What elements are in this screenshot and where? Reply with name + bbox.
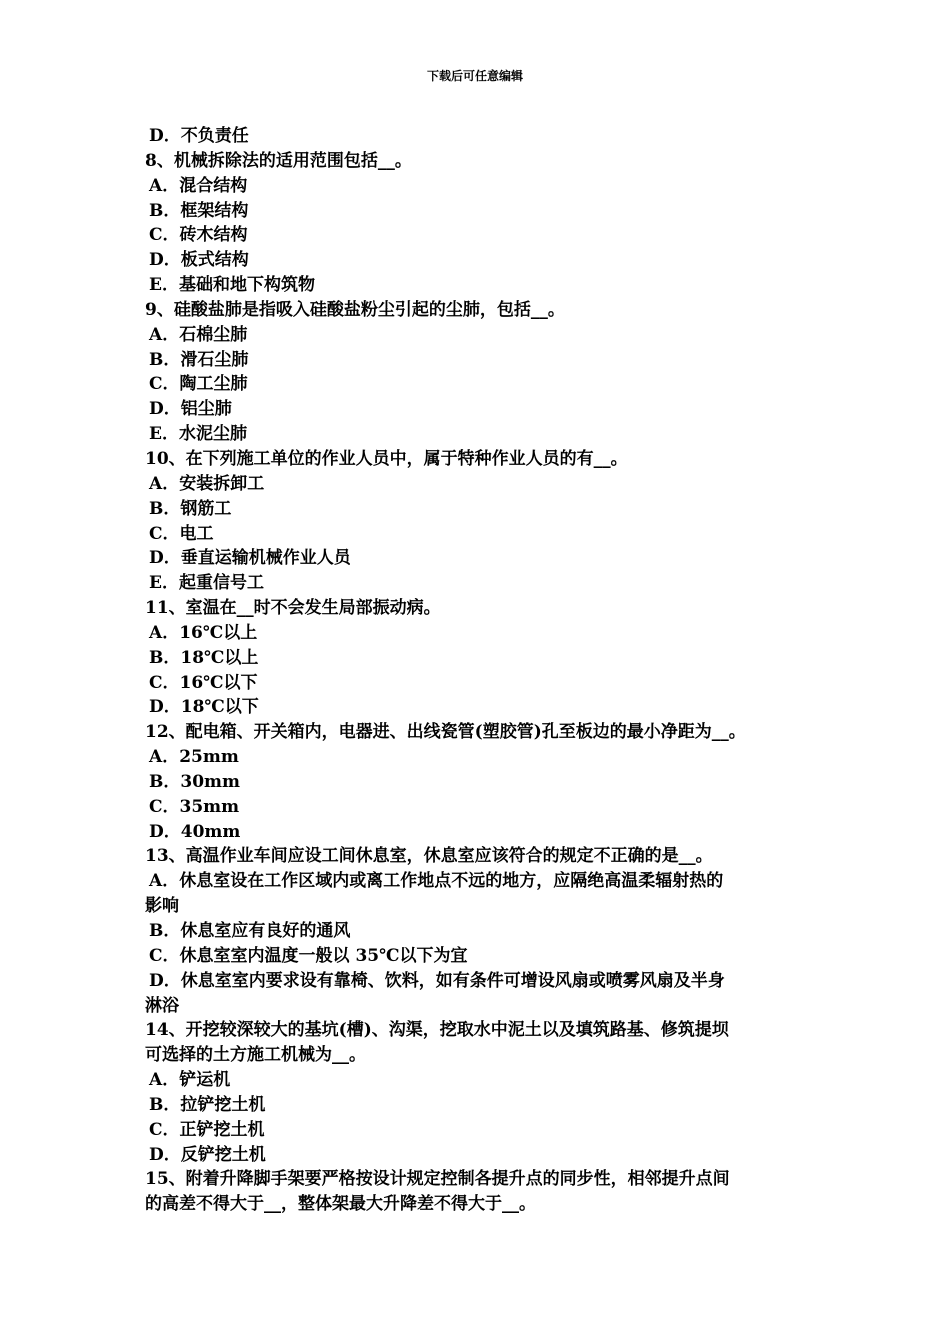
continuation-line: 影响 <box>145 896 179 917</box>
answer-option: A．25mm <box>149 747 239 768</box>
answer-option: E．起重信号工 <box>149 573 264 594</box>
answer-option: C．35mm <box>149 796 240 817</box>
answer-option: C．砖木结构 <box>149 225 248 246</box>
answer-option: A．休息室设在工作区域内或离工作地点不远的地方，应隔绝高温柔辐射热的 <box>149 871 724 892</box>
answer-option: E．基础和地下构筑物 <box>149 275 315 296</box>
answer-option: B．拉铲挖土机 <box>149 1094 266 1115</box>
answer-option: A．安装拆卸工 <box>149 473 265 494</box>
answer-option: D．40mm <box>149 821 241 842</box>
answer-option: D．18℃以下 <box>149 697 259 718</box>
answer-option: C．休息室室内温度一般以 35℃以下为宜 <box>149 945 468 966</box>
page-header: 下载后可任意编辑 <box>426 69 523 83</box>
answer-option: D．不负责任 <box>149 126 249 146</box>
question-text: 9、硅酸盐肺是指吸入硅酸盐粉尘引起的尘肺，包括__。 <box>145 299 565 320</box>
answer-option: C．陶工尘肺 <box>149 374 248 395</box>
answer-option: A．石棉尘肺 <box>149 324 248 345</box>
answer-option: A．16℃以上 <box>149 622 258 643</box>
answer-option: D．铝尘肺 <box>149 399 232 420</box>
answer-option: D．休息室室内要求设有靠椅、饮料，如有条件可增设风扇或喷雾风扇及半身 <box>149 970 725 991</box>
answer-option: C．正铲挖土机 <box>149 1119 265 1140</box>
question-text: 10、在下列施工单位的作业人员中，属于特种作业人员的有__。 <box>145 448 628 469</box>
answer-option: A．混合结构 <box>149 175 248 196</box>
question-text: 12、配电箱、开关箱内，电器进、出线瓷管(塑胶管)孔至板边的最小净距为__。 <box>145 722 746 743</box>
question-text: 13、高温作业车间应设工间休息室，休息室应该符合的规定不正确的是__。 <box>145 846 713 867</box>
answer-option: A．铲运机 <box>149 1070 231 1091</box>
continuation-line: 的高差不得大于__，整体架最大升降差不得大于__。 <box>145 1194 536 1215</box>
question-text: 11、室温在__时不会发生局部振动病。 <box>145 598 441 619</box>
answer-option: B．滑石尘肺 <box>149 349 249 370</box>
question-text: 8、机械拆除法的适用范围包括__。 <box>145 150 412 171</box>
question-text: 14、开挖较深较大的基坑(槽)、沟渠，挖取水中泥土以及填筑路基、修筑提坝 <box>145 1020 729 1041</box>
answer-option: E．水泥尘肺 <box>149 424 247 445</box>
answer-option: D．垂直运输机械作业人员 <box>149 548 351 569</box>
answer-option: B．钢筋工 <box>149 498 232 519</box>
continuation-line: 淋浴 <box>145 995 179 1016</box>
answer-option: B．框架结构 <box>149 200 249 221</box>
continuation-line: 可选择的土方施工机械为__。 <box>145 1045 366 1066</box>
question-text: 15、附着升降脚手架要严格按设计规定控制各提升点的同步性，相邻提升点间 <box>145 1169 730 1190</box>
answer-option: D．板式结构 <box>149 250 249 271</box>
answer-option: D．反铲挖土机 <box>149 1144 266 1165</box>
answer-option: B．休息室应有良好的通风 <box>149 921 351 941</box>
answer-option: B．30mm <box>149 771 241 792</box>
answer-option: C．16℃以下 <box>149 672 258 693</box>
answer-option: C．电工 <box>149 523 214 544</box>
document-body <box>145 124 810 1217</box>
answer-option: B．18℃以上 <box>149 647 259 668</box>
